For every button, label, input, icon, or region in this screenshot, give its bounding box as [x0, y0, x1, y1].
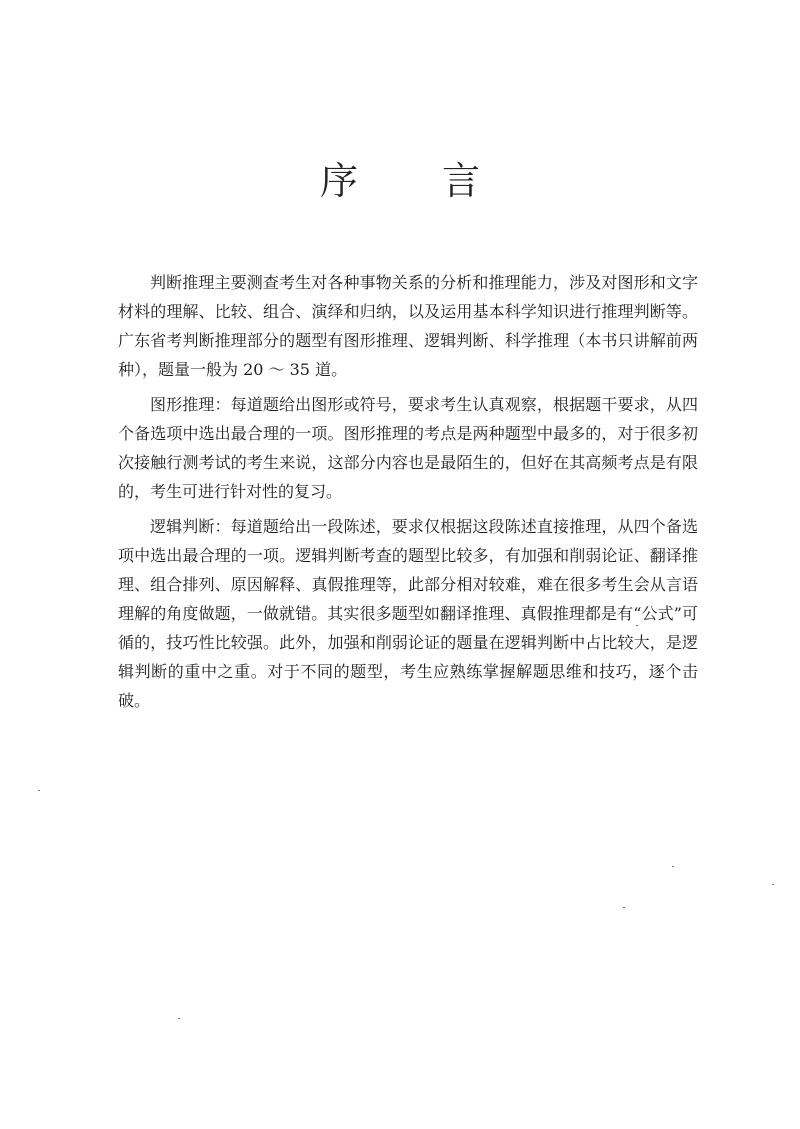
scan-speck: [672, 866, 674, 867]
paragraph-logical-judgment: 逻辑判断：每道题给出一段陈述，要求仅根据这段陈述直接推理，从四个备选项中选出最合理的一项。逻辑判断考查的题型比较多，有加强和削弱论证、翻译推理、组合排列、原因解释、真假推理等，此部分相对较难，难在很多考生会从言语理解的角度做题，一做就错。其实很多题型如翻译推理、真假推理都是有“公式”可循的，技巧性比较强。此外，加强和削弱论证的题量在逻辑判断中占比较大，是逻辑判断的重中之重。对于不同的题型，考生应熟练掌握解题思维和技巧，逐个击破。: [118, 517, 698, 710]
page-title: 序 言: [319, 159, 517, 203]
scan-speck: [178, 1018, 180, 1019]
scan-speck: [772, 884, 774, 885]
paragraph-figure-reasoning: 图形推理：每道题给出图形或符号，要求考生认真观察，根据题干要求，从四个备选项中选出最合理的一项。图形推理的考点是两种题型中最多的，对于很多初次接触行测考试的考生来说，这部分内容也是最陌生的，但好在其高频考点是有限的，考生可进行针对性的复习。: [118, 395, 698, 501]
preface-body: [118, 268, 698, 721]
scan-speck: [636, 625, 638, 626]
scan-speck: [38, 790, 40, 791]
scan-speck: [623, 907, 625, 908]
paragraph-intro: 判断推理主要测查考生对各种事物关系的分析和推理能力，涉及对图形和文字材料的理解、比较、组合、演绎和归纳，以及运用基本科学知识进行推理判断等。广东省考判断推理部分的题型有图形推理、逻辑判断、科学推理（本书只讲解前两种），题量一般为 20 ～ 35 道。: [118, 273, 698, 379]
